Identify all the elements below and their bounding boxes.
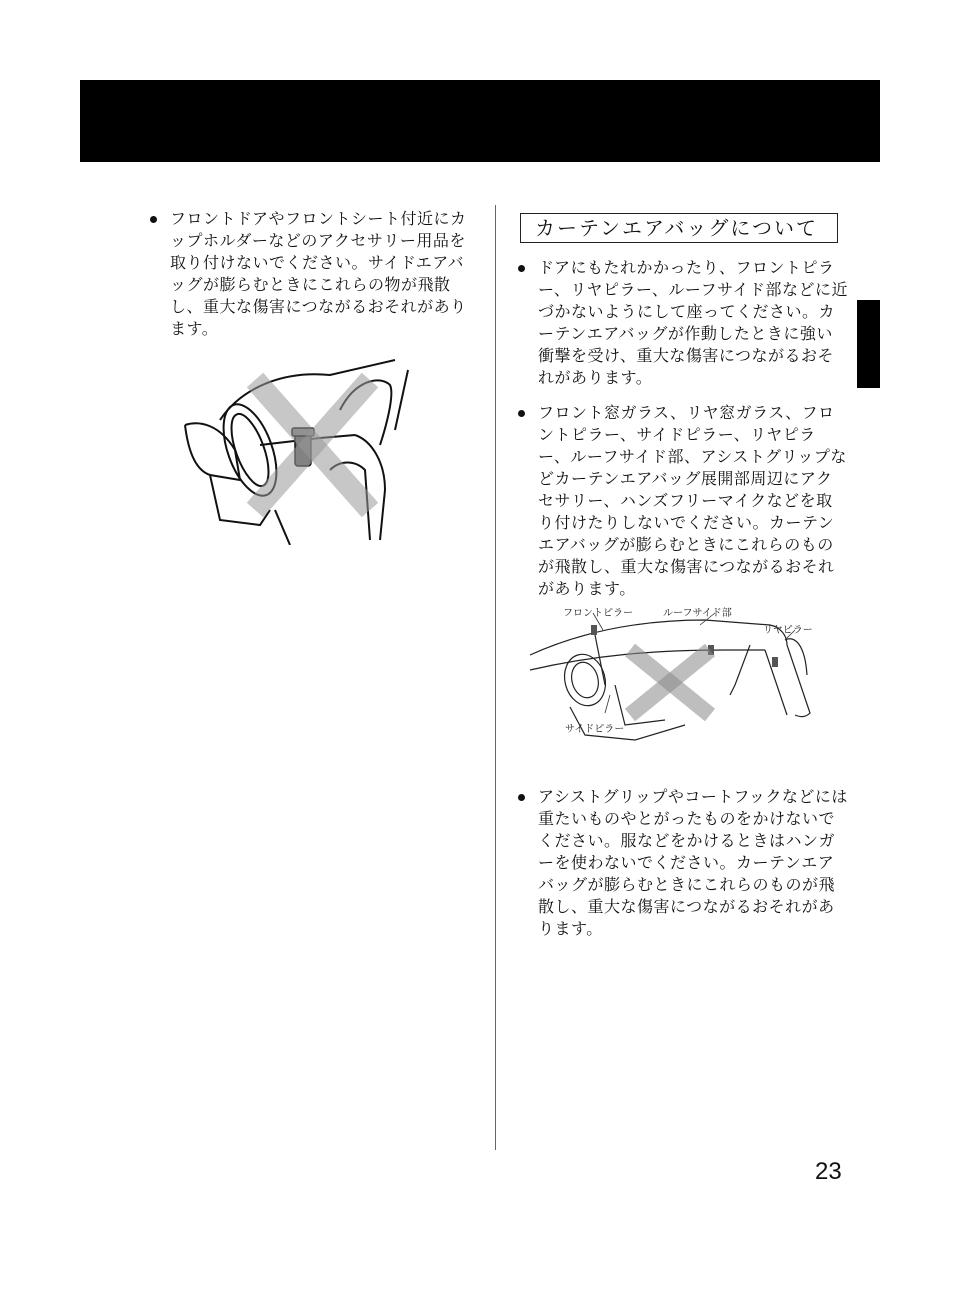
label-rear-pillar: リヤピラー: [763, 625, 813, 636]
section-heading: カーテンエアバッグについて: [520, 213, 838, 243]
page-number: 23: [815, 1158, 842, 1185]
right-bullet-list-top: [518, 257, 848, 613]
left-bullet-list: [150, 208, 480, 340]
column-divider: [495, 205, 496, 1150]
right-bullet-list-bottom: [518, 786, 848, 940]
list-item: フロント窓ガラス、リヤ窓ガラス、フロントピラー、サイドピラー、リヤピラー、ルーフサイド部、アシストグリップなどカーテンエアバッグ展開部周辺にアクセサリー、ハンズフリーマイクなどを取り付けたりしないでください。カーテンエアバッグが膨らむときにこれらのものが飛散し、重大な傷害につながるおそれがあります。: [518, 402, 848, 600]
label-roof-side: ルーフサイド部: [663, 608, 732, 619]
chapter-tab: [857, 300, 880, 388]
label-side-pillar: サイドピラー: [565, 724, 625, 735]
cup-holder-warning-illustration: [180, 350, 450, 545]
label-front-pillar: フロントピラー: [563, 608, 633, 619]
list-item: ドアにもたれかかったり、フロントピラー、リヤピラー、ルーフサイド部などに近づかないようにして座ってください。カーテンエアバッグが作動したときに強い衝撃を受け、重大な傷害につながるおそれがあります。: [518, 257, 848, 389]
list-item: フロントドアやフロントシート付近にカップホルダーなどのアクセサリー用品を取り付けないでください。サイドエアバッグが膨らむときにこれらの物が飛散し、重大な傷害につながるおそれがあります。: [150, 208, 480, 340]
list-item: アシストグリップやコートフックなどには重たいものやとがったものをかけないでください。服などをかけるときはハンガーを使わないでください。カーテンエアバッグが膨らむときにこれらのものが飛散し、重大な傷害につながるおそれがあります。: [518, 786, 848, 940]
header-bar: [80, 80, 880, 162]
